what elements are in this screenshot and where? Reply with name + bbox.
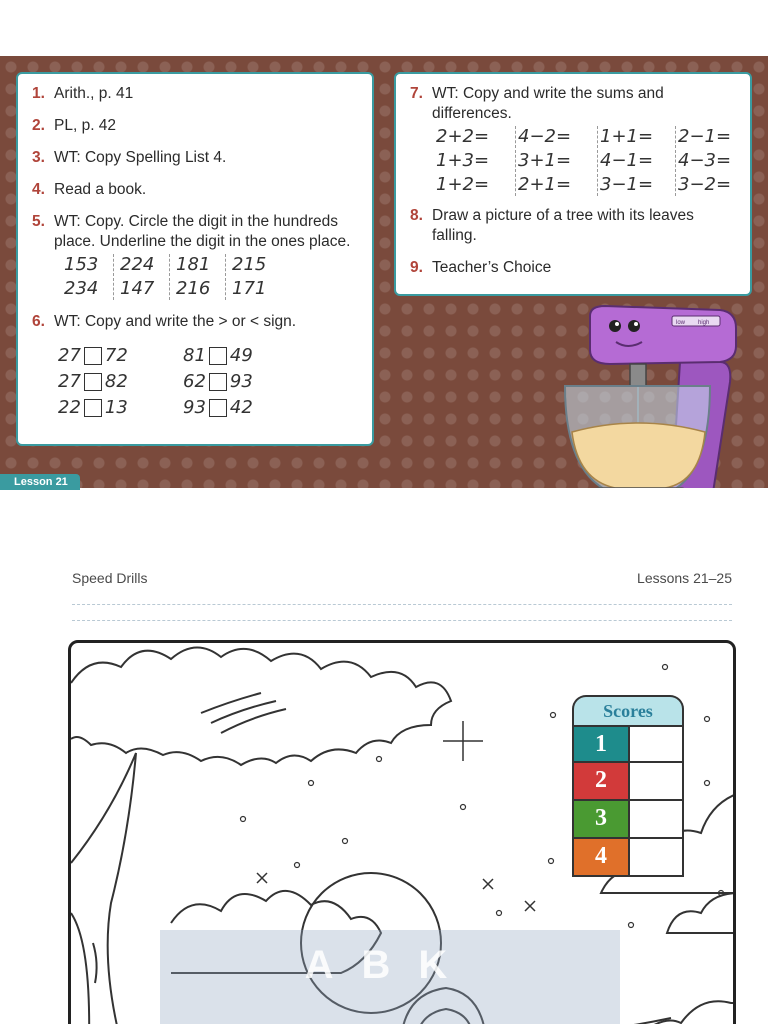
comparison-left: 93: [183, 397, 206, 418]
lessons-range: Lessons 21–25: [637, 570, 732, 586]
digit-number: 153: [58, 254, 114, 276]
score-number: 3: [574, 801, 630, 837]
task-number: 5.: [32, 213, 45, 230]
task-text: Arith., p. 41: [54, 85, 134, 102]
math-fact: 4−2=: [516, 126, 598, 148]
task-number: 9.: [410, 259, 423, 276]
digit-number: 181: [170, 254, 226, 276]
comparison-left: 22: [58, 397, 81, 418]
task-1: [32, 84, 356, 104]
assignment-card-left: [16, 72, 374, 446]
digit-number: 234: [58, 278, 114, 300]
dial-low-label: low: [676, 320, 686, 326]
task-4: [32, 180, 356, 200]
comparison-right: 72: [104, 345, 128, 366]
comparison-item: [58, 344, 183, 368]
comparison-right: 13: [104, 397, 128, 418]
scores-table: [572, 695, 684, 877]
dial-high-label: high: [698, 320, 710, 326]
task-text: Teacher’s Choice: [432, 259, 552, 276]
comparison-left: 62: [183, 371, 206, 392]
math-fact: 2+2=: [434, 126, 516, 148]
comparison-right: 93: [229, 371, 253, 392]
comparison-left: 27: [58, 371, 81, 392]
answer-box: [84, 347, 102, 365]
lesson-tag: Lesson 21: [0, 474, 80, 490]
answer-box: [84, 399, 102, 417]
score-row-3: [572, 801, 684, 839]
comparison-item: [58, 396, 183, 420]
math-fact: 1+1=: [598, 126, 676, 148]
task-number: 3.: [32, 149, 45, 166]
sum-grid: [434, 126, 734, 196]
comparison-right: 42: [229, 397, 253, 418]
task-number: 1.: [32, 85, 45, 102]
task-5: [32, 212, 356, 252]
task-7: [410, 84, 734, 124]
task-text: WT: Copy. Circle the digit in the hundreds place. Underline the digit in the ones place.: [54, 213, 351, 250]
score-entry-cell[interactable]: [630, 763, 682, 799]
digit-number: 224: [114, 254, 170, 276]
task-2: [32, 116, 356, 136]
comparison-left: 81: [183, 345, 206, 366]
math-fact: 4−1=: [598, 150, 676, 172]
math-fact: 3+1=: [516, 150, 598, 172]
answer-box: [209, 347, 227, 365]
comparison-right: 49: [229, 345, 253, 366]
answer-box: [209, 373, 227, 391]
task-3: [32, 148, 356, 168]
score-number: 1: [574, 727, 630, 761]
comparison-grid: [58, 344, 356, 420]
stand-mixer-illustration: [560, 302, 740, 488]
task-9: [410, 258, 734, 278]
score-number: 4: [574, 839, 630, 875]
comparison-item: [183, 370, 308, 394]
score-row-2: [572, 763, 684, 801]
math-fact: 1+3=: [434, 150, 516, 172]
task-number: 6.: [32, 313, 45, 330]
scores-title: Scores: [572, 695, 684, 725]
task-text: WT: Copy and write the > or < sign.: [54, 313, 297, 330]
digit-grid: [58, 254, 356, 300]
math-fact: 1+2=: [434, 174, 516, 196]
task-number: 2.: [32, 117, 45, 134]
task-number: 8.: [410, 207, 423, 224]
answer-box: [84, 373, 102, 391]
math-fact: 3−2=: [678, 174, 732, 195]
task-6: [32, 312, 356, 332]
assignment-card-right: [394, 72, 752, 296]
task-number: 7.: [410, 85, 423, 102]
task-text: WT: Copy and write the sums and differences.: [432, 85, 664, 122]
task-text: WT: Copy Spelling List 4.: [54, 149, 227, 166]
task-number: 4.: [32, 181, 45, 198]
task-text: Draw a picture of a tree with its leaves falling.: [432, 207, 694, 244]
score-row-4: [572, 839, 684, 877]
speed-drills-title: Speed Drills: [72, 570, 148, 586]
digit-number: 171: [232, 278, 267, 299]
task-8: [410, 206, 734, 246]
task-text: Read a book.: [54, 181, 147, 198]
score-entry-cell[interactable]: [630, 727, 682, 761]
comparison-right: 82: [104, 371, 128, 392]
math-fact: 3−1=: [598, 174, 676, 196]
comparison-item: [183, 396, 308, 420]
header-rule: [72, 620, 732, 621]
digit-number: 216: [170, 278, 226, 300]
comparison-left: 27: [58, 345, 81, 366]
comparison-item: [183, 344, 308, 368]
score-entry-cell[interactable]: [630, 839, 682, 875]
task-text: PL, p. 42: [54, 117, 117, 134]
comparison-item: [58, 370, 183, 394]
score-row-1: [572, 725, 684, 763]
answer-box: [209, 399, 227, 417]
math-fact: 2−1=: [678, 126, 732, 147]
score-number: 2: [574, 763, 630, 799]
score-entry-cell[interactable]: [630, 801, 682, 837]
lesson-panel: [0, 56, 768, 488]
math-fact: 4−3=: [678, 150, 732, 171]
digit-number: 215: [232, 254, 267, 275]
abk-watermark: ABK: [160, 930, 620, 1024]
digit-number: 147: [114, 278, 170, 300]
math-fact: 2+1=: [516, 174, 598, 196]
speed-drills-header: [72, 570, 732, 626]
header-rule: [72, 604, 732, 605]
